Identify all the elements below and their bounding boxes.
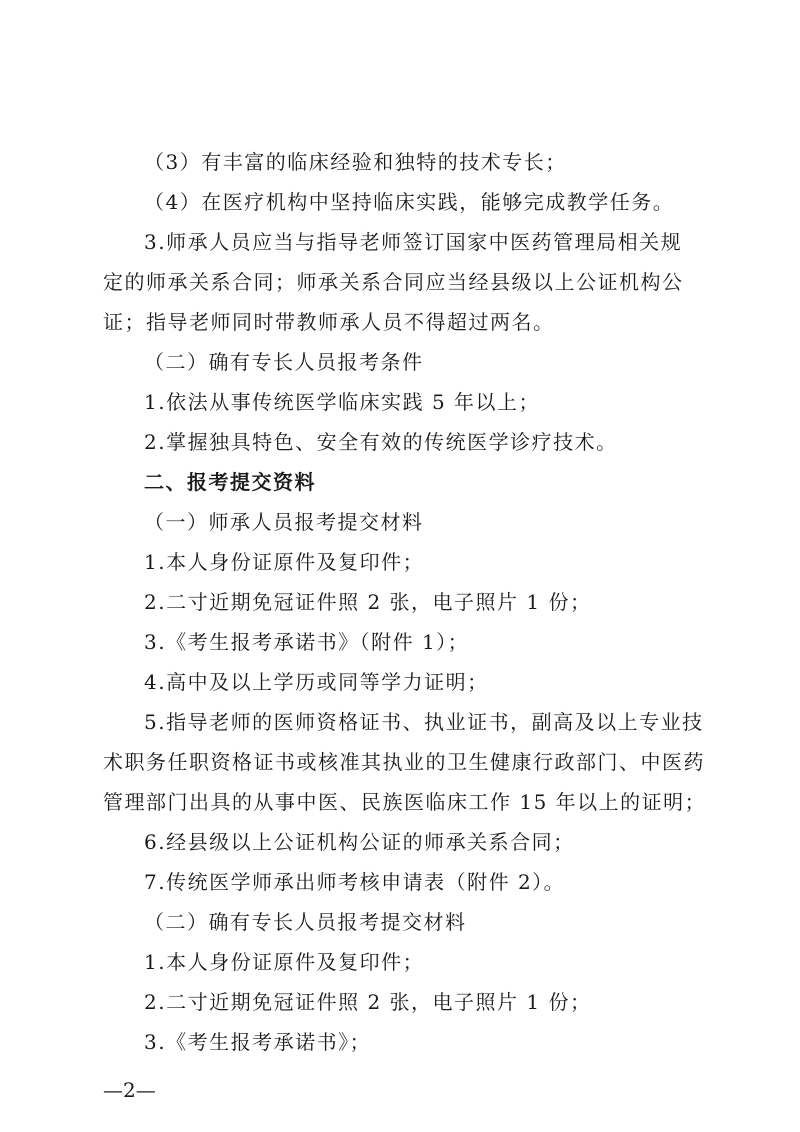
text-line-7: 1.依法从事传统医学临床实践 5 年以上； [144,390,541,414]
text-line-13: 3.《考生报考承诺书》（附件 1）； [144,630,470,654]
text-line-14: 4.高中及以上学历或同等学力证明； [144,670,489,694]
text-line-18: 6.经县级以上公证机构公证的师承关系合同； [144,830,575,854]
subheading-apprentice-materials: （一）师承人员报考提交材料 [144,510,424,534]
text-line-12: 2.二寸近期免冠证件照 2 张，电子照片 1 份； [144,590,592,614]
text-line-22: 2.二寸近期免冠证件照 2 张，电子照片 1 份； [144,990,592,1014]
text-line-17: 管理部门出具的从事中医、民族医临床工作 15 年以上的证明； [103,790,707,814]
text-line-4: 定的师承关系合同；师承关系合同应当经县级以上公证机构公 [103,270,684,294]
text-line-15: 5.指导老师的医师资格证书、执业证书，副高及以上专业技 [144,710,704,734]
subheading-specialty-materials: （二）确有专长人员报考提交材料 [144,910,467,934]
text-line-11: 1.本人身份证原件及复印件； [144,550,425,574]
page-number: —2— [103,1078,156,1102]
text-line-5: 证；指导老师同时带教师承人员不得超过两名。 [103,310,555,334]
text-line-1: （3）有丰富的临床经验和独特的技术专长； [144,150,567,174]
text-line-16: 术职务任职资格证书或核准其执业的卫生健康行政部门、中医药 [103,750,705,774]
text-line-21: 1.本人身份证原件及复印件； [144,950,425,974]
text-line-3: 3.师承人员应当与指导老师签订国家中医药管理局相关规 [144,230,683,254]
text-line-19: 7.传统医学师承出师考核申请表（附件 2）。 [144,870,566,894]
text-line-8: 2.掌握独具特色、安全有效的传统医学诊疗技术。 [144,430,618,454]
subheading-specialty-conditions: （二）确有专长人员报考条件 [144,350,424,374]
text-line-2: （4）在医疗机构中坚持临床实践，能够完成教学任务。 [144,190,675,214]
text-line-23: 3.《考生报考承诺书》； [144,1030,372,1054]
section-heading-materials: 二、报考提交资料 [144,470,316,494]
